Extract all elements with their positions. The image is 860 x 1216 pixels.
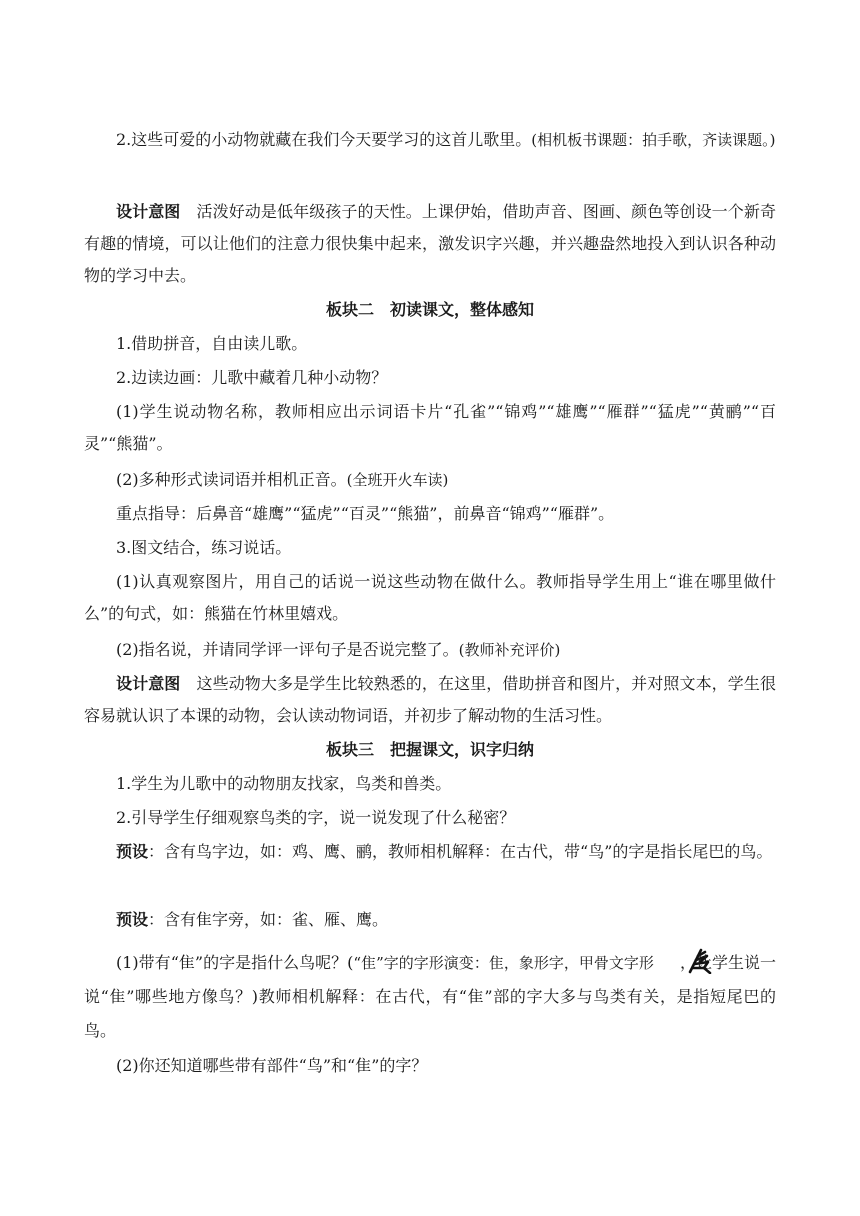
preset-label: 预设 <box>116 910 149 929</box>
section-2-key-guidance: 重点指导：后鼻音“雄鹰”“猛虎”“百灵”“熊猫”，前鼻音“锦鸡”“雁群”。 <box>116 504 615 523</box>
section-2-item-2-2: (2)多种形式读词语并相机正音。(全班开火车读) <box>116 470 449 489</box>
intro-item-2-note: (相机板书课题：拍手歌，齐读课题。) <box>531 131 776 149</box>
section-2-item-3-1: (1)认真观察图片，用自己的话说一说这些动物在做什么。教师指导学生用上“谁在哪里做什么”的句式，如：熊猫在竹林里嬉戏。 <box>84 572 776 623</box>
design-intent-label: 设计意图 <box>116 674 181 693</box>
design-intent-paragraph-2: 设计意图 这些动物大多是学生比较熟悉的，在这里，借助拼音和图片，并对照文本，学生很容易就认识了本课的动物，会认读动物词语，并初步了解动物的生活习性。 <box>84 674 776 725</box>
section-2-item-3-2: (2)指名说，并请同学评一评句子是否说完整了。(教师补充评价) <box>116 640 561 659</box>
preset-label: 预设 <box>116 842 149 861</box>
section-3-heading: 板块三 把握课文，识字归纳 <box>325 740 534 759</box>
section-2-heading: 板块二 初读课文，整体感知 <box>325 300 534 319</box>
section-3-item-1: 1.学生为儿歌中的动物朋友找家，鸟类和兽类。 <box>116 774 452 793</box>
section-3-preset-1: 预设：含有鸟字边，如：鸡、鹰、鹂，教师相机解释：在古代，带“鸟”的字是指长尾巴的鸟。 <box>116 842 773 861</box>
section-2-item-3: 3.图文结合，练习说话。 <box>116 538 292 557</box>
section-3-item-2-2: (2)你还知道哪些带有部件“鸟”和“隹”的字？ <box>116 1056 428 1075</box>
design-intent-paragraph-1: 设计意图 活泼好动是低年级孩子的天性。上课伊始，借助声音、图画、颜色等创设一个新奇有趣的情境，可以让他们的注意力很快集中起来，激发识字兴趣，并兴趣盎然地投入到认识各种动物的学习中去。 <box>84 202 776 285</box>
section-3-item-2: 2.引导学生仔细观察鸟类的字，说一说发现了什么秘密？ <box>116 808 516 827</box>
section-3-preset-2: 预设：含有隹字旁，如：雀、雁、鹰。 <box>116 910 389 929</box>
section-2-item-2: 2.边读边画：儿歌中藏着几种小动物？ <box>116 368 388 387</box>
section-2-item-2-1: (1)学生说动物名称，教师相应出示词语卡片“孔雀”“锦鸡”“雄鹰”“雁群”“猛虎”“黄鹂”“百灵”“熊猫”。 <box>84 402 776 453</box>
section-3-item-2-1: (1)带有“隹”的字是指什么鸟呢？(“隹”字的字形演变：隹，象形字，甲骨文字形 ，让学生说一说“隹”哪些地方像鸟？)教师相机解释：在古代，有“隹”部的字大多与鸟类有关，是指短尾巴的鸟。 <box>84 946 776 1048</box>
design-intent-label: 设计意图 <box>116 202 181 221</box>
intro-item-2: 2.这些可爱的小动物就藏在我们今天要学习的这首儿歌里。(相机板书课题：拍手歌，齐读课题。) <box>116 130 776 149</box>
oracle-bone-bird-glyph-icon <box>654 948 680 974</box>
section-2-item-1: 1.借助拼音，自由读儿歌。 <box>116 334 308 353</box>
